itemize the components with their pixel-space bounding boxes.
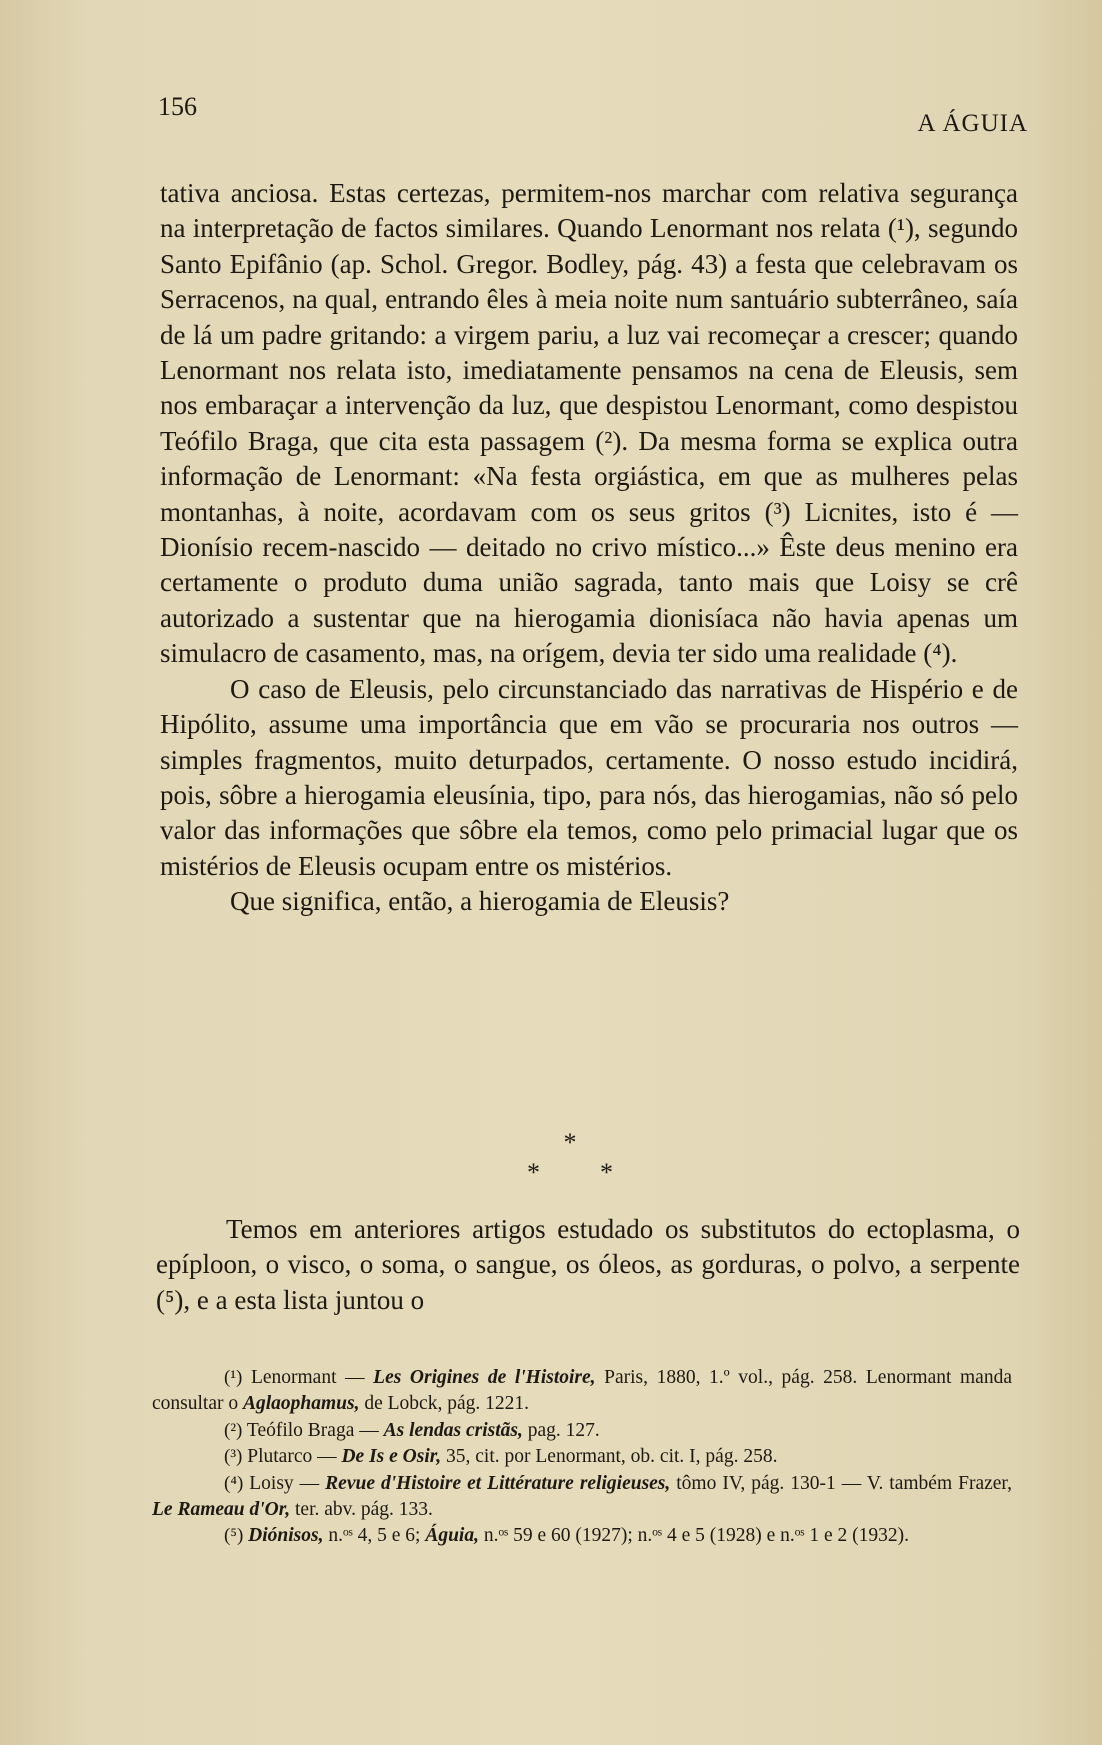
footnote-mark: (²) [224, 1419, 243, 1441]
footnote-text: Teófilo Braga — [246, 1419, 384, 1441]
footnote-text: pag. 127. [522, 1419, 600, 1441]
footnote-mark: (³) [224, 1446, 243, 1468]
footnote-text: n.ᵒˢ 4, 5 e 6; [323, 1525, 426, 1547]
footnote-2 [152, 1418, 1012, 1444]
paragraph-3: Que significa, então, a hierogamia de Eleusis? [230, 886, 730, 917]
separator-asterisk-right: * [600, 1158, 613, 1187]
footnote-mark: (¹) [224, 1367, 243, 1388]
footnote-title: Le Rameau d'Or, [152, 1499, 291, 1521]
footnote-text: de Lobck, pág. 1221. [359, 1393, 529, 1415]
footnote-title: Les Origines de l'Histoire, [373, 1367, 596, 1388]
running-title: A ÁGUIA [917, 110, 1028, 137]
footnote-title: Revue d'Histoire et Littérature religieuses, [325, 1472, 671, 1494]
footnote-title: As lendas cristãs, [383, 1419, 523, 1441]
footnote-title: Aglaophamus, [242, 1393, 360, 1415]
footnote-4 [152, 1471, 1012, 1524]
footnote-text: Lenormant — [250, 1367, 374, 1388]
section-separator [520, 1128, 620, 1188]
page-number: 156 [158, 92, 197, 121]
footnote-text: n.ᵒˢ 59 e 60 (1927); n.ᵒˢ 4 e 5 (1928) e n.ᵒˢ 1 e 2 (1932). [478, 1525, 910, 1547]
paragraph-4: Temos em anteriores artigos estudado os substitutos do ectoplasma, o epíploon, o visco, o soma, o sangue, os óleos, as gorduras, o polvo, a serpente (⁵), e a esta lista juntou o [156, 1214, 1020, 1315]
footnote-mark: (⁴) [224, 1472, 244, 1494]
footnote-title: Águia, [425, 1525, 479, 1547]
footnote-text: tômo IV, pág. 130-1 — V. também Frazer, [670, 1472, 1012, 1494]
paragraph-1: tativa anciosa. Estas certezas, permitem-nos marchar com relativa segurança na interpretação de factos similares. Quando Lenormant nos relata (¹), segundo Santo Epifânio (ap. Schol. Gregor. Bodley, pág. 43) a festa que celebravam os Serracenos, na qual, entrando êles à meia noite num santuário subterrâneo, saía de lá um padre gritando: a virgem pariu, a luz vai recomeçar a crescer; quando Lenormant nos relata isto, imediatamente pensamos na cena de Eleusis, sem nos embaraçar a intervenção da luz, que despistou Lenormant, como despistou Teófilo Braga, que cita esta passagem (²). Da mesma forma se explica outra informação de Lenormant: «Na festa orgiástica, em que as mulheres pelas montanhas, à noite, acordavam com os seus gritos (³) Licnites, isto é — Dionísio recem-nascido — deitado no crivo místico...» Êste deus menino era certamente o produto duma união sagrada, tanto mais que Loisy se crê autorizado a sustentar que na hierogamia dionisíaca não havia apenas um simulacro de casamento, mas, na orígem, devia ter sido uma realidade (⁴). [160, 178, 1018, 669]
separator-asterisk-top: * [563, 1128, 577, 1157]
page-header [158, 92, 1028, 137]
footnote-5 [152, 1523, 1012, 1549]
footnote-text: Loisy — [249, 1472, 326, 1494]
footnote-text: ter. abv. pág. 133. [290, 1499, 433, 1521]
section-2-text [156, 1212, 1020, 1318]
footnote-title: Diónisos, [248, 1525, 324, 1547]
footnote-1 [152, 1365, 1012, 1418]
footnote-text: 35, cit. por Lenormant, ob. cit. I, pág. 258. [441, 1446, 778, 1468]
footnote-text: Paris, 1880, 1.º vol., pág. 258. Lenormant manda consultar o [152, 1367, 1012, 1415]
footnote-title: De Is e Osir, [341, 1446, 442, 1468]
footnote-mark: (⁵) [224, 1525, 244, 1547]
footnote-3 [152, 1444, 1012, 1470]
separator-asterisk-left: * [527, 1158, 540, 1187]
footnote-text: Plutarco — [247, 1446, 342, 1468]
main-text [160, 176, 1018, 920]
paragraph-2: O caso de Eleusis, pelo circunstanciado das narrativas de Hispério e de Hipólito, assume uma importância que em vão se procuraria nos outros — simples fragmentos, muito deturpados, certamente. O nosso estudo incidirá, pois, sôbre a hierogamia eleusínia, tipo, para nós, das hierogamias, não só pelo valor das informações que sôbre ela temos, como pelo primacial lugar que os mistérios de Eleusis ocupam entre os mistérios. [160, 673, 1018, 881]
footnotes [152, 1365, 1012, 1550]
